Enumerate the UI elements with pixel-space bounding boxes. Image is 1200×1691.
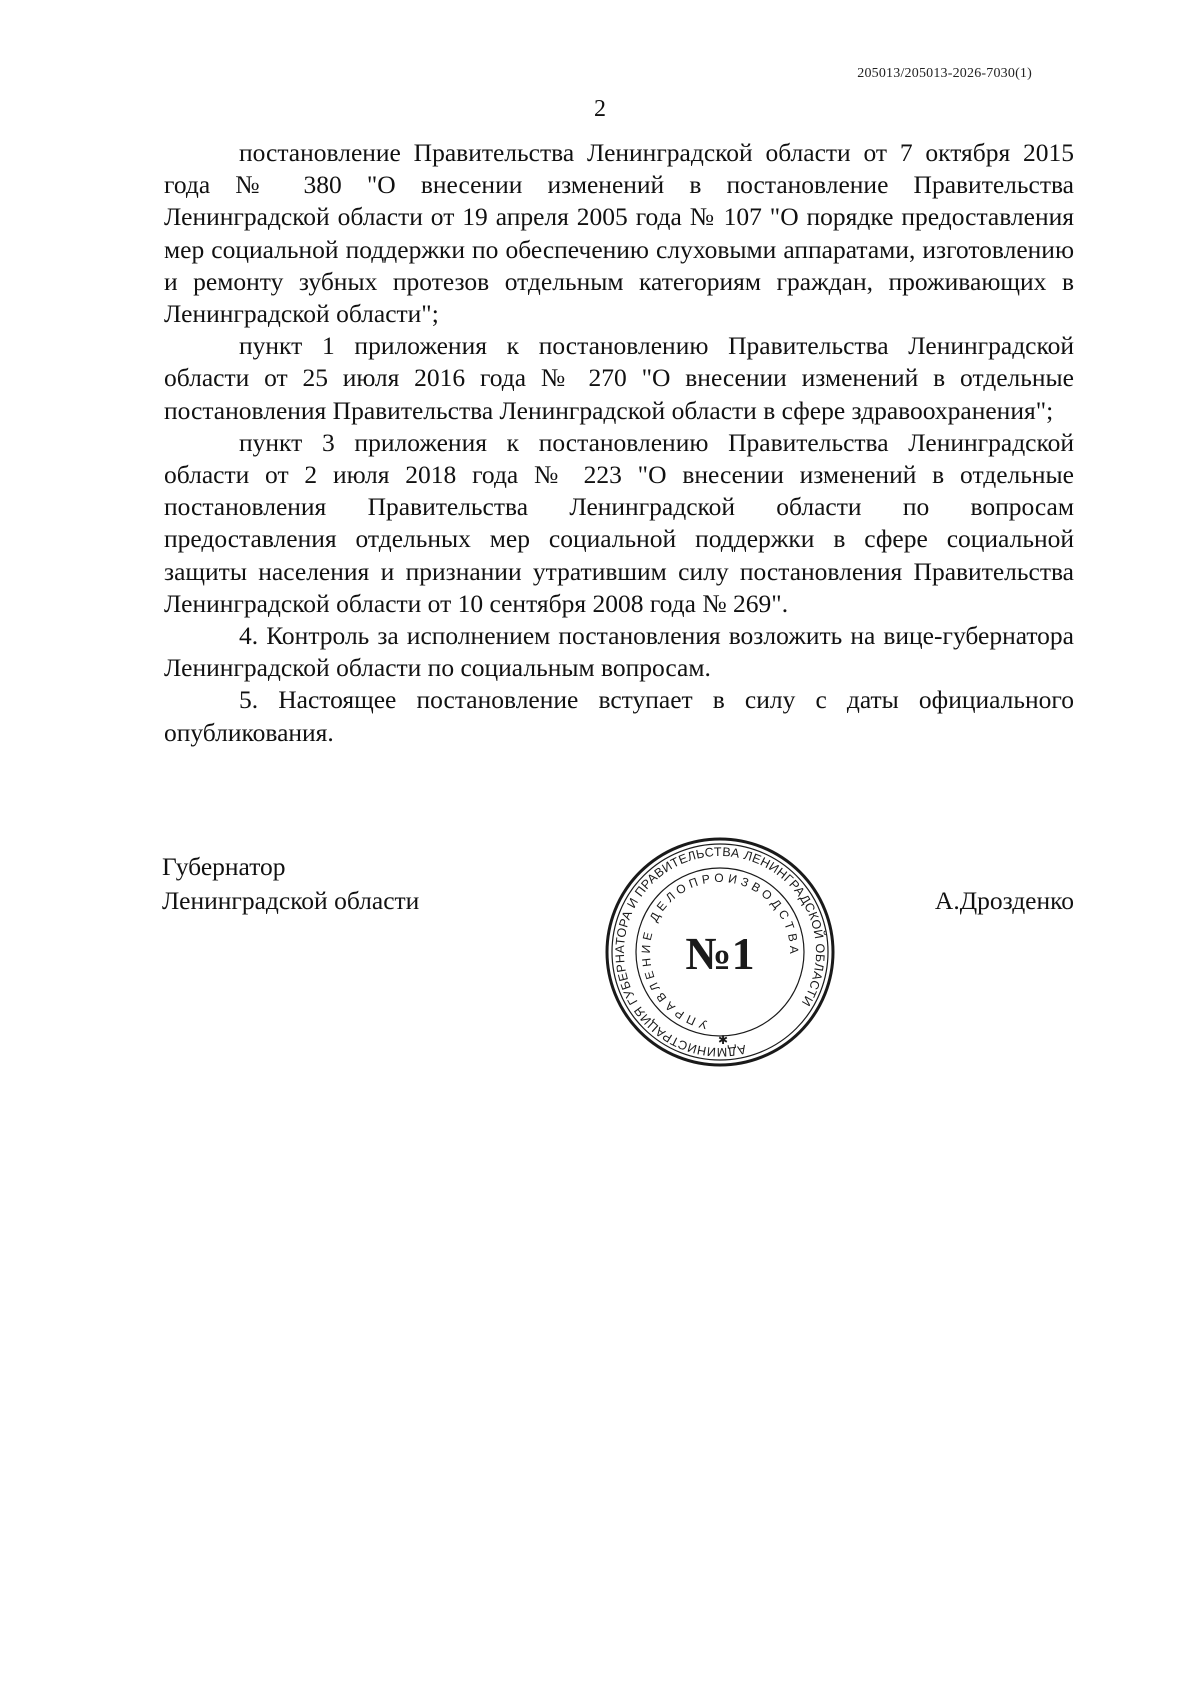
signatory-name: А.Дрозденко <box>934 886 1074 915</box>
signatory-title: Губернатор <box>162 852 286 881</box>
official-seal-stamp <box>600 832 840 1072</box>
paragraph-resolution-380: постановление Правительства Ленинградской области от 7 октября 2015 года № 380 "О внесении изменений в постановление Правительства Ленинградской области от 19 апреля 2005 года № 107 "О порядке предоставления мер социальной поддержки по обеспечению слуховыми аппаратами, изготовлению и ремонту зубных протезов отдельным категориям граждан, проживающих в Ленинградской области"; <box>164 138 1074 329</box>
paragraph-item-5-effective: 5. Настоящее постановление вступает в силу с даты официального опубликования. <box>164 685 1074 747</box>
stamp-star-icon: ✱ <box>718 1033 729 1047</box>
paragraph-item-4-control: 4. Контроль за исполнением постановления возложить на вице-губернатора Ленинградской области по социальным вопросам. <box>164 621 1074 683</box>
signatory-position <box>162 850 419 918</box>
stamp-center-number: №1 <box>685 928 755 979</box>
signatory-region: Ленинградской области <box>162 886 420 915</box>
document-id: 205013/205013-2026-7030(1) <box>857 66 1032 81</box>
stamp-outer-textpath: АДМИНИСТРАЦИЯ ГУБЕРНАТОРА И ПРАВИТЕЛЬСТВА ЛЕНИНГРАДСКОЙ ОБЛАСТИ <box>612 844 828 1060</box>
stamp-inner-textpath: УПРАВЛЕНИЕ ДЕЛОПРОИЗВОДСТВА <box>638 870 802 1032</box>
document-body <box>164 137 1074 749</box>
paragraph-resolution-270: пункт 1 приложения к постановлению Правительства Ленинградской области от 25 июля 2016 года № 270 "О внесении изменений в отдельные постановления Правительства Ленинградской области в сфере здравоохранения"; <box>164 331 1074 425</box>
paragraph-resolution-223: пункт 3 приложения к постановлению Правительства Ленинградской области от 2 июля 2018 года № 223 "О внесении изменений в отдельные постановления Правительства Ленинградской области по вопросам предоставления отдельных мер социальной поддержки в сфере социальной защиты населения и признании утратившим силу постановления Правительства Ленинградской области от 10 сентября 2008 года № 269". <box>164 427 1074 618</box>
page-number: 2 <box>594 96 606 122</box>
